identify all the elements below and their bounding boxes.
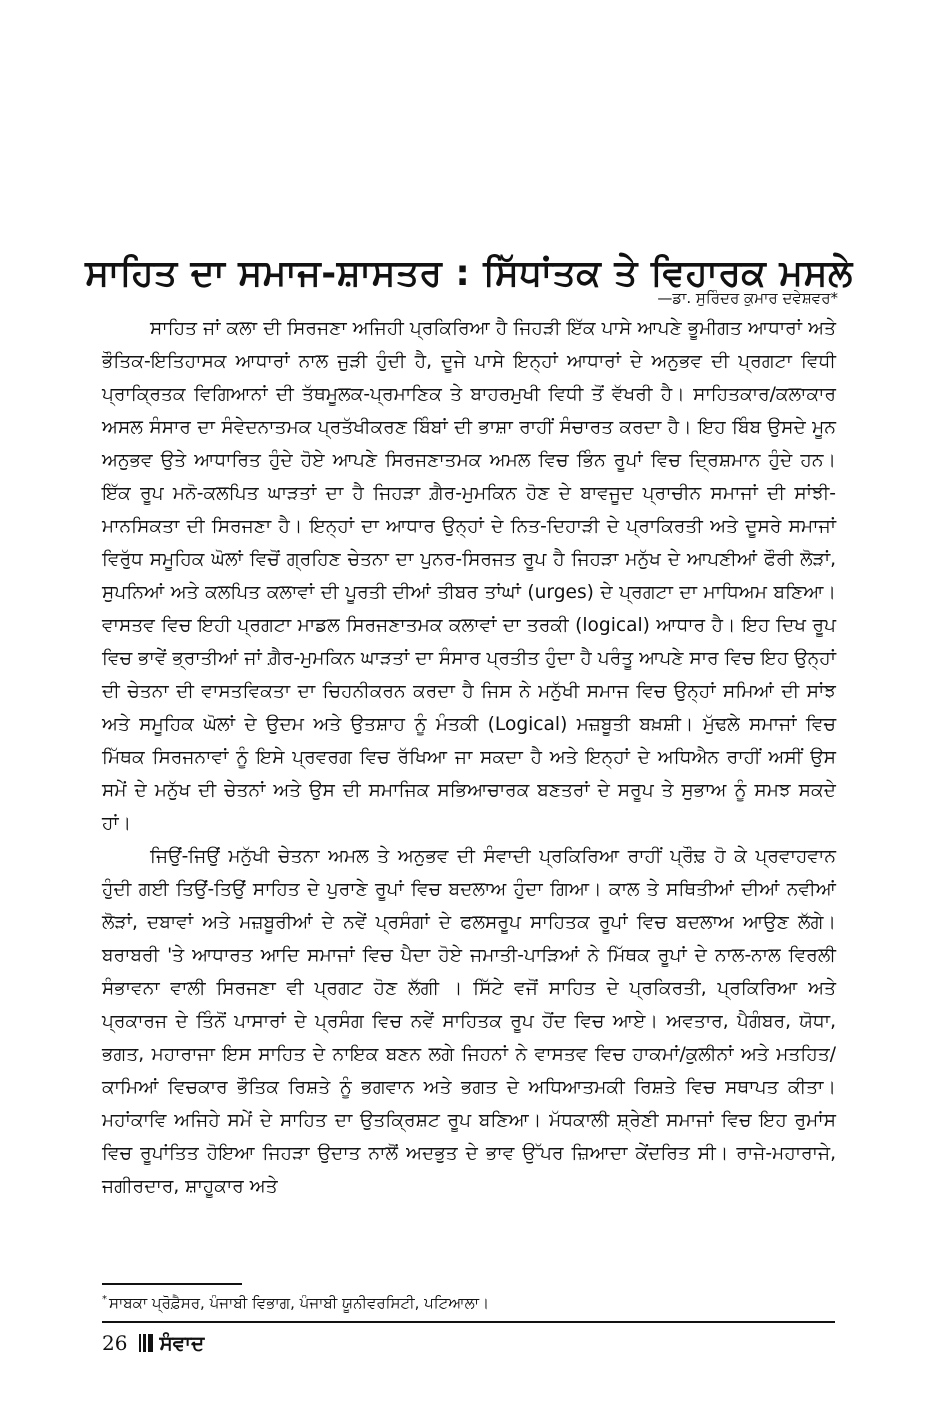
page-footer-rule	[102, 1321, 835, 1323]
journal-name: ਸੰਵਾਦ	[159, 1331, 205, 1355]
footnote-marker: *	[102, 1294, 107, 1305]
author-line: —ਡਾ. ਸੁਰਿੰਦਰ ਕੁਮਾਰ ਦਵੇਸ਼ਵਰ*	[657, 289, 838, 307]
three-bars-icon	[139, 1334, 153, 1352]
footnote-divider	[102, 1283, 242, 1285]
article-title: ਸਾਹਿਤ ਦਾ ਸਮਾਜ-ਸ਼ਾਸਤਰ : ਸਿੱਧਾਂਤਕ ਤੇ ਵਿਹਾਰਕ ਮਸਲੇ	[85, 253, 853, 295]
footnote-text: ਸਾਬਕਾ ਪ੍ਰੋਫ਼ੈਸਰ, ਪੰਜਾਬੀ ਵਿਭਾਗ, ਪੰਜਾਬੀ ਯੂਨੀਵਰਸਿਟੀ, ਪਟਿਆਲਾ।	[109, 1294, 490, 1312]
article-body	[102, 312, 836, 1203]
paragraph-2: ਜਿਉਂ-ਜਿਉਂ ਮਨੁੱਖੀ ਚੇਤਨਾ ਅਮਲ ਤੇ ਅਨੁਭਵ ਦੀ ਸੰਵਾਦੀ ਪ੍ਰਕਿਰਿਆ ਰਾਹੀਂ ਪ੍ਰੌਢ਼ ਹੋ ਕੇ ਪ੍ਰਵਾਹਵਾਨ ਹੁੰਦੀ ਗਈ ਤਿਉਂ-ਤਿਉਂ ਸਾਹਿਤ ਦੇ ਪੁਰਾਣੇ ਰੂਪਾਂ ਵਿਚ ਬਦਲਾਅ ਹੁੰਦਾ ਗਿਆ। ਕਾਲ ਤੇ ਸਥਿਤੀਆਂ ਦੀਆਂ ਨਵੀਆਂ ਲੋੜਾਂ, ਦਬਾਵਾਂ ਅਤੇ ਮਜ਼ਬੂਰੀਆਂ ਦੇ ਨਵੇਂ ਪ੍ਰਸੰਗਾਂ ਦੇ ਫਲਸਰੂਪ ਸਾਹਿਤਕ ਰੂਪਾਂ ਵਿਚ ਬਦਲਾਅ ਆਉਣ ਲੱਗੇ। ਬਰਾਬਰੀ 'ਤੇ ਆਧਾਰਤ ਆਦਿ ਸਮਾਜਾਂ ਵਿਚ ਪੈਦਾ ਹੋਏ ਜਮਾਤੀ-ਪਾੜਿਆਂ ਨੇ ਮਿੱਥਕ ਰੂਪਾਂ ਦੇ ਨਾਲ-ਨਾਲ ਵਿਰਲੀ ਸੰਭਾਵਨਾ ਵਾਲੀ ਸਿਰਜਣਾ ਵੀ ਪ੍ਰਗਟ ਹੋਣ ਲੱਗੀ । ਸਿੱਟੇ ਵਜੋਂ ਸਾਹਿਤ ਦੇ ਪ੍ਰਕਿਰਤੀ, ਪ੍ਰਕਿਰਿਆ ਅਤੇ ਪ੍ਰਕਾਰਜ ਦੇ ਤਿੰਨੋਂ ਪਾਸਾਰਾਂ ਦੇ ਪ੍ਰਸੰਗ ਵਿਚ ਨਵੇਂ ਸਾਹਿਤਕ ਰੂਪ ਹੋਂਦ ਵਿਚ ਆਏ। ਅਵਤਾਰ, ਪੈਗੰਬਰ, ਯੋਧਾ, ਭਗਤ, ਮਹਾਰਾਜਾ ਇਸ ਸਾਹਿਤ ਦੇ ਨਾਇਕ ਬਣਨ ਲਗੇ ਜਿਹਨਾਂ ਨੇ ਵਾਸਤਵ ਵਿਚ ਹਾਕਮਾਂ/ਕੁਲੀਨਾਂ ਅਤੇ ਮਤਹਿਤ/ਕਾਮਿਆਂ ਵਿਚਕਾਰ ਭੌਤਿਕ ਰਿਸ਼ਤੇ ਨੂੰ ਭਗਵਾਨ ਅਤੇ ਭਗਤ ਦੇ ਅਧਿਆਤਮਕੀ ਰਿਸ਼ਤੇ ਵਿਚ ਸਥਾਪਤ ਕੀਤਾ। ਮਹਾਂਕਾਵਿ ਅਜਿਹੇ ਸਮੇਂ ਦੇ ਸਾਹਿਤ ਦਾ ਉਤਕ੍ਰਿਸ਼ਟ ਰੂਪ ਬਣਿਆ। ਮੱਧਕਾਲੀ ਸ਼੍ਰੇਣੀ ਸਮਾਜਾਂ ਵਿਚ ਇਹ ਰੁਮਾਂਸ ਵਿਚ ਰੂਪਾਂਤਿਤ ਹੋਇਆ ਜਿਹੜਾ ਉਦਾਤ ਨਾਲੋਂ ਅਦਭੁਤ ਦੇ ਭਾਵ ਉੱਪਰ ਜ਼ਿਆਦਾ ਕੇਂਦਰਿਤ ਸੀ। ਰਾਜੇ-ਮਹਾਰਾਜੇ, ਜਗੀਰਦਾਰ, ਸ਼ਾਹੂਕਾਰ ਅਤੇ	[102, 846, 836, 1197]
paragraph-1: ਸਾਹਿਤ ਜਾਂ ਕਲਾ ਦੀ ਸਿਰਜਣਾ ਅਜਿਹੀ ਪ੍ਰਕਿਰਿਆ ਹੈ ਜਿਹੜੀ ਇੱਕ ਪਾਸੇ ਆਪਣੇ ਭੂਮੀਗਤ ਆਧਾਰਾਂ ਅਤੇ ਭੌਤਿਕ-ਇਤਿਹਾਸਕ ਆਧਾਰਾਂ ਨਾਲ ਜੁੜੀ ਹੁੰਦੀ ਹੈ, ਦੂਜੇ ਪਾਸੇ ਇਨ੍ਹਾਂ ਆਧਾਰਾਂ ਦੇ ਅਨੁਭਵ ਦੀ ਪ੍ਰਗਟਾ ਵਿਧੀ ਪ੍ਰਾਕ੍ਰਿਤਕ ਵਿਗਿਆਨਾਂ ਦੀ ਤੱਥਮੂਲਕ-ਪ੍ਰਮਾਣਿਕ ਤੇ ਬਾਹਰਮੁਖੀ ਵਿਧੀ ਤੋਂ ਵੱਖਰੀ ਹੈ। ਸਾਹਿਤਕਾਰ/ਕਲਾਕਾਰ ਅਸਲ ਸੰਸਾਰ ਦਾ ਸੰਵੇਦਨਾਤਮਕ ਪ੍ਰਤੱਖੀਕਰਣ ਬਿੰਬਾਂ ਦੀ ਭਾਸ਼ਾ ਰਾਹੀਂ ਸੰਚਾਰਤ ਕਰਦਾ ਹੈ। ਇਹ ਬਿੰਬ ਉਸਦੇ ਮੂਨ ਅਨੁਭਵ ਉਤੇ ਆਧਾਰਿਤ ਹੁੰਦੇ ਹੋਏ ਆਪਣੇ ਸਿਰਜਣਾਤਮਕ ਅਮਲ ਵਿਚ ਭਿੰਨ ਰੂਪਾਂ ਵਿਚ ਦ੍ਰਿਸ਼ਮਾਨ ਹੁੰਦੇ ਹਨ। ਇੱਕ ਰੂਪ ਮਨੋ-ਕਲਪਿਤ ਘਾੜਤਾਂ ਦਾ ਹੈ ਜਿਹੜਾ ਗ਼ੈਰ-ਮੁਮਕਿਨ ਹੋਣ ਦੇ ਬਾਵਜੂਦ ਪ੍ਰਾਚੀਨ ਸਮਾਜਾਂ ਦੀ ਸਾਂਝੀ-ਮਾਨਸਿਕਤਾ ਦੀ ਸਿਰਜਣਾ ਹੈ। ਇਨ੍ਹਾਂ ਦਾ ਆਧਾਰ ਉਨ੍ਹਾਂ ਦੇ ਨਿਤ-ਦਿਹਾੜੀ ਦੇ ਪ੍ਰਾਕਿਰਤੀ ਅਤੇ ਦੂਸਰੇ ਸਮਾਜਾਂ ਵਿਰੁੱਧ ਸਮੂਹਿਕ ਘੋਲਾਂ ਵਿਚੋਂ ਗ੍ਰਹਿਣ ਚੇਤਨਾ ਦਾ ਪੁਨਰ-ਸਿਰਜਤ ਰੂਪ ਹੈ ਜਿਹੜਾ ਮਨੁੱਖ ਦੇ ਆਪਣੀਆਂ ਫੌਰੀ ਲੋੜਾਂ, ਸੁਪਨਿਆਂ ਅਤੇ ਕਲਪਿਤ ਕਲਾਵਾਂ ਦੀ ਪੂਰਤੀ ਦੀਆਂ ਤੀਬਰ ਤਾਂਘਾਂ (urges) ਦੇ ਪ੍ਰਗਟਾ ਦਾ ਮਾਧਿਅਮ ਬਣਿਆ। ਵਾਸਤਵ ਵਿਚ ਇਹੀ ਪ੍ਰਗਟਾ ਮਾਡਲ ਸਿਰਜਣਾਤਮਕ ਕਲਾਵਾਂ ਦਾ ਤਰਕੀ (logical) ਆਧਾਰ ਹੈ। ਇਹ ਦਿਖ ਰੂਪ ਵਿਚ ਭਾਵੇਂ ਭ੍ਰਾਤੀਆਂ ਜਾਂ ਗ਼ੈਰ-ਮੁਮਕਿਨ ਘਾੜਤਾਂ ਦਾ ਸੰਸਾਰ ਪ੍ਰਤੀਤ ਹੁੰਦਾ ਹੈ ਪਰੰਤੂ ਆਪਣੇ ਸਾਰ ਵਿਚ ਇਹ ਉਨ੍ਹਾਂ ਦੀ ਚੇਤਨਾ ਦੀ ਵਾਸਤਵਿਕਤਾ ਦਾ ਚਿਹਨੀਕਰਨ ਕਰਦਾ ਹੈ ਜਿਸ ਨੇ ਮਨੁੱਖੀ ਸਮਾਜ ਵਿਚ ਉਨ੍ਹਾਂ ਸਮਿਆਂ ਦੀ ਸਾਂਝ ਅਤੇ ਸਮੂਹਿਕ ਘੋਲਾਂ ਦੇ ਉਦਮ ਅਤੇ ਉਤਸ਼ਾਹ ਨੂੰ ਮੰਤਕੀ (Logical) ਮਜ਼ਬੂਤੀ ਬਖ਼ਸ਼ੀ। ਮੁੱਢਲੇ ਸਮਾਜਾਂ ਵਿਚ ਮਿੱਥਕ ਸਿਰਜਨਾਵਾਂ ਨੂੰ ਇਸੇ ਪ੍ਰਵਰਗ ਵਿਚ ਰੱਖਿਆ ਜਾ ਸਕਦਾ ਹੈ ਅਤੇ ਇਨ੍ਹਾਂ ਦੇ ਅਧਿਐਨ ਰਾਹੀਂ ਅਸੀਂ ਉਸ ਸਮੇਂ ਦੇ ਮਨੁੱਖ ਦੀ ਚੇਤਨਾਂ ਅਤੇ ਉਸ ਦੀ ਸਮਾਜਿਕ ਸਭਿਆਚਾਰਕ ਬਣਤਰਾਂ ਦੇ ਸਰੂਪ ਤੇ ਸੁਭਾਅ ਨੂੰ ਸਮਝ ਸਕਦੇ ਹਾਂ।	[102, 318, 836, 834]
footnote	[102, 1290, 836, 1313]
page-number: 26	[102, 1331, 128, 1355]
page-footer	[102, 1329, 204, 1357]
